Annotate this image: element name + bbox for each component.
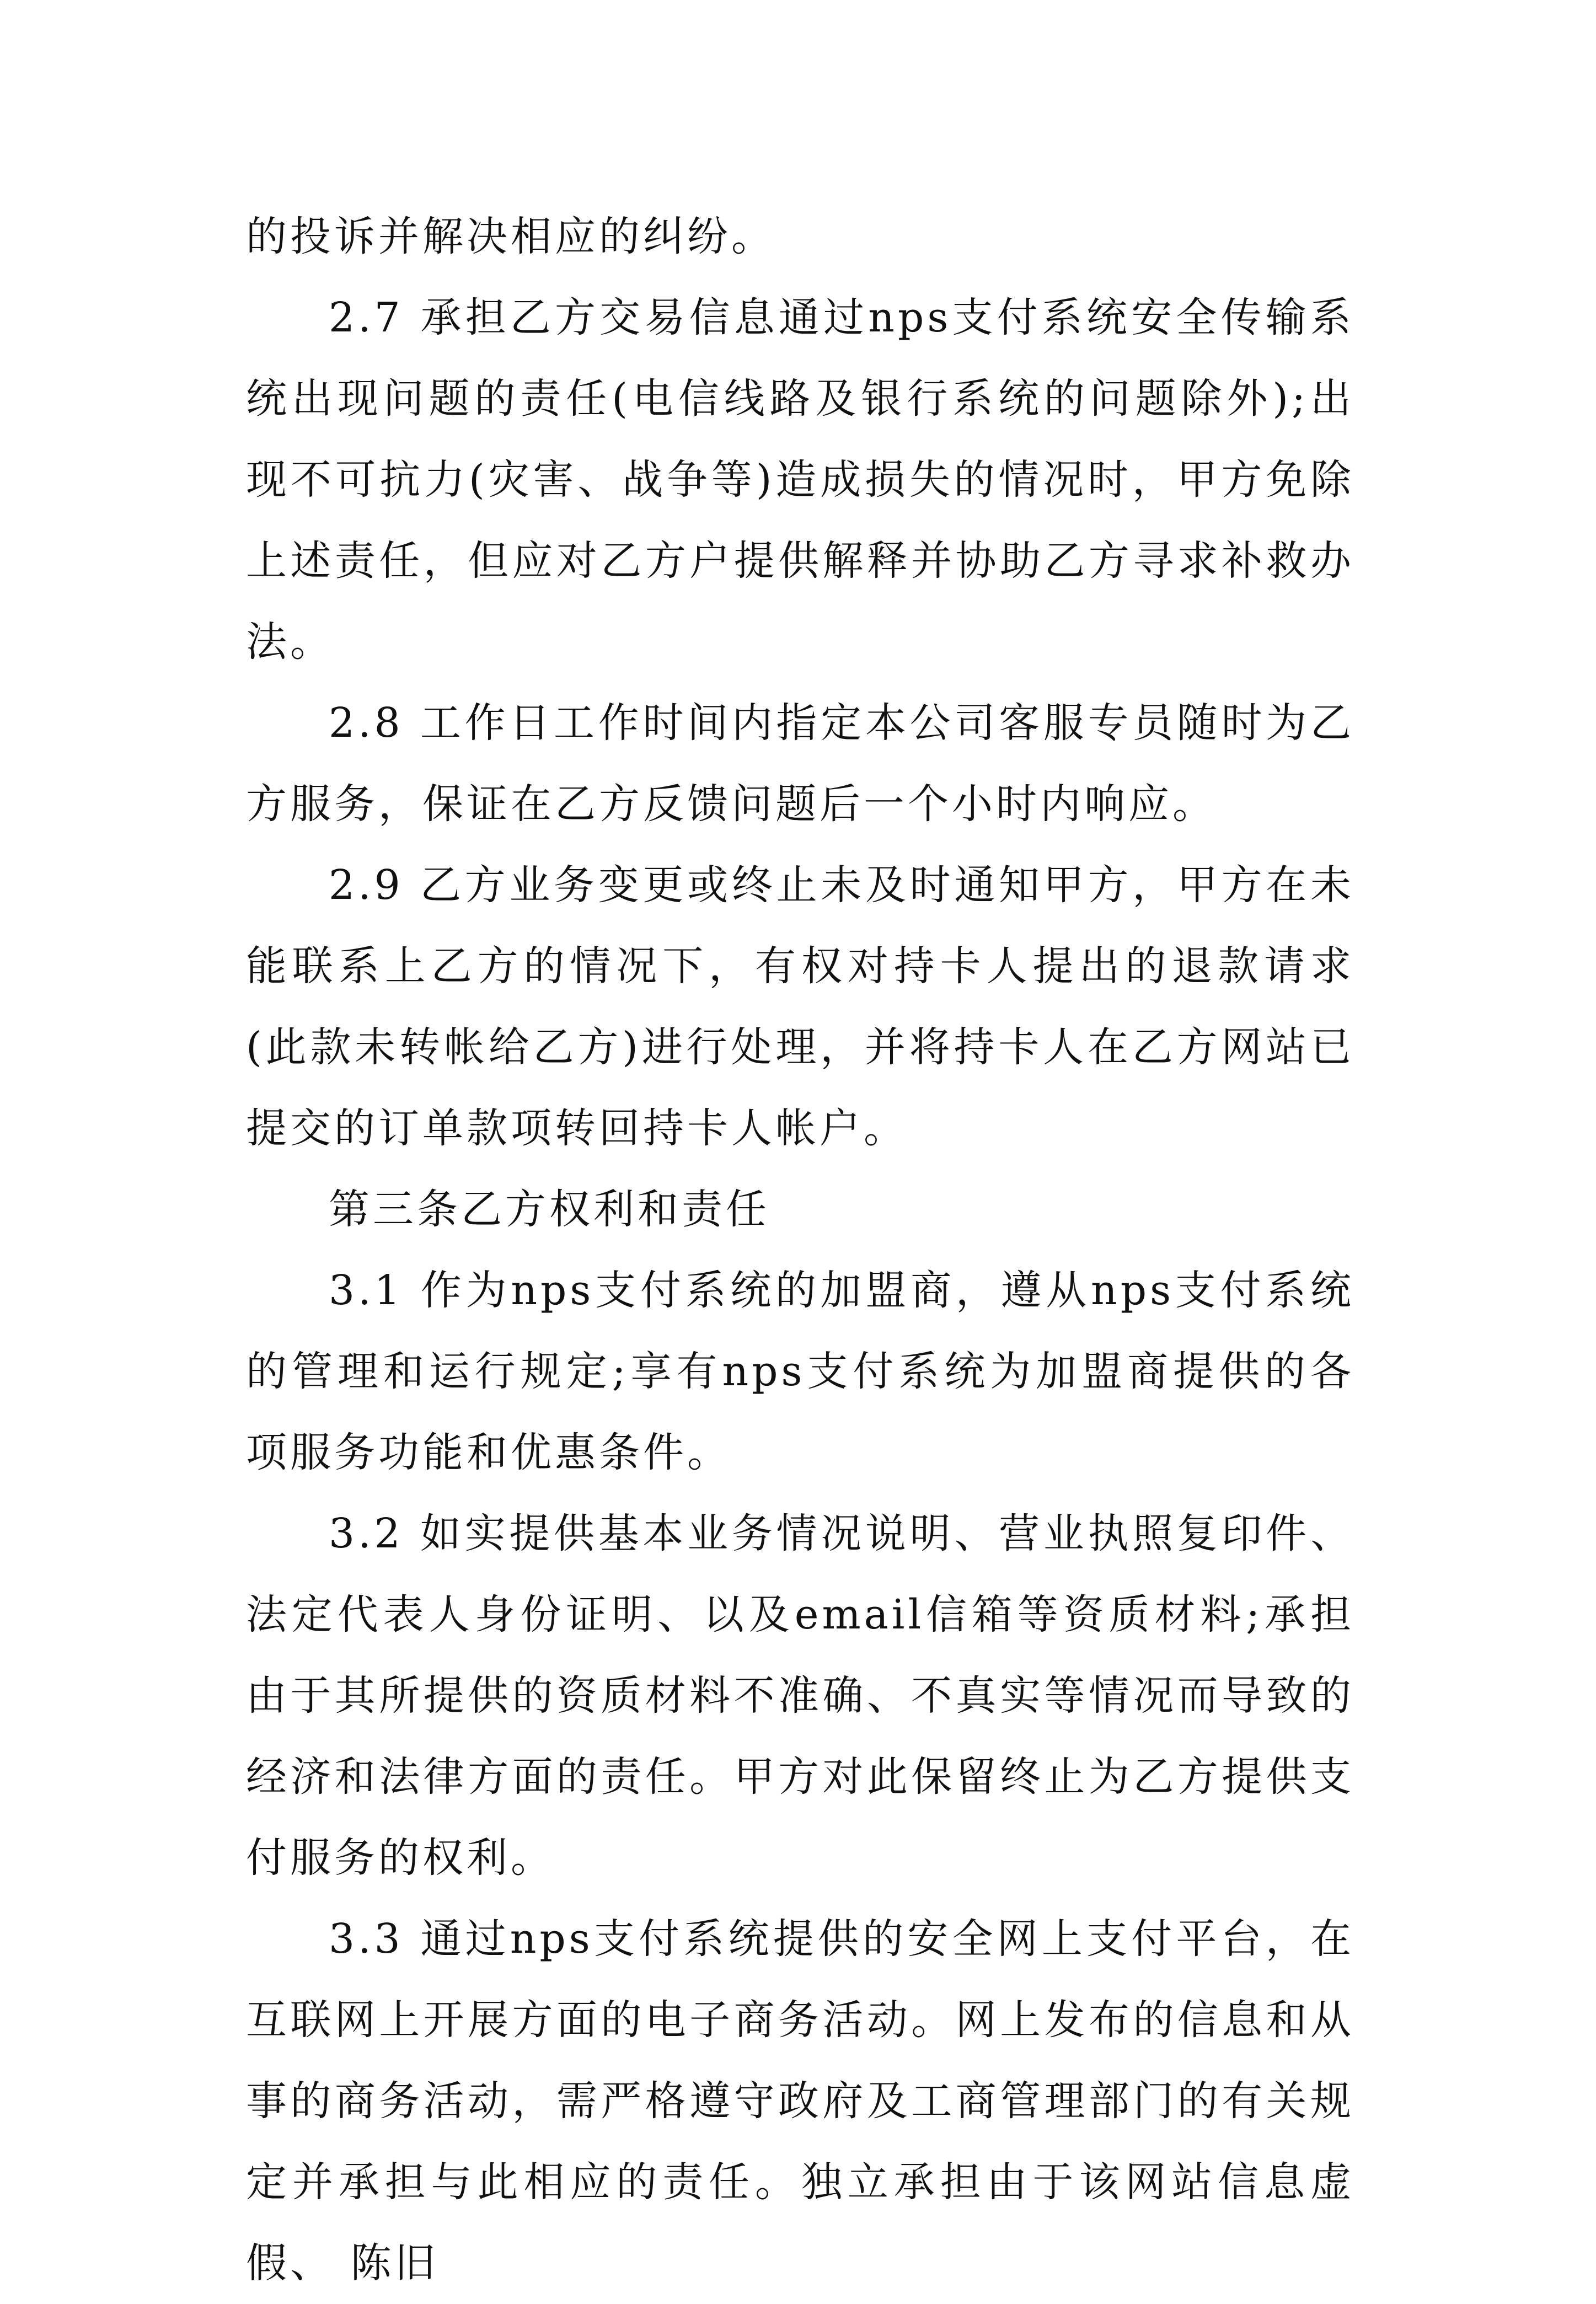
paragraph-3-2: 3.2 如实提供基本业务情况说明、营业执照复印件、法定代表人身份证明、以及email信箱等资质材料;承担由于其所提供的资质材料不准确、不真实等情况而导致的经济和法律方面的责任。甲方对此保留终止为乙方提供支付服务的权利。	[246, 1510, 1354, 1882]
paragraph-3-3: 3.3 通过nps支付系统提供的安全网上支付平台，在互联网上开展方面的电子商务活动。网上发布的信息和从事的商务活动，需严格遵守政府及工商管理部门的有关规定并承担与此相应的责任。独立承担由于该网站信息虚假、 陈旧	[246, 1915, 1354, 2287]
paragraph-2-7: 2.7 承担乙方交易信息通过nps支付系统安全传输系统出现问题的责任(电信线路及银行系统的问题除外);出现不可抗力(灾害、战争等)造成损失的情况时，甲方免除上述责任，但应对乙方户提供解释并协助乙方寻求补救办法。	[246, 294, 1354, 666]
paragraph-continuation: 的投诉并解决相应的纠纷。	[246, 213, 775, 260]
paragraph-2-9: 2.9 乙方业务变更或终止未及时通知甲方，甲方在未能联系上乙方的情况下，有权对持卡人提出的退款请求(此款未转帐给乙方)进行处理，并将持卡人在乙方网站已提交的订单款项转回持卡人帐户。	[246, 861, 1354, 1152]
paragraph-3-1: 3.1 作为nps支付系统的加盟商，遵从nps支付系统的管理和运行规定;享有nps支付系统为加盟商提供的各项服务功能和优惠条件。	[246, 1267, 1354, 1476]
document-body	[246, 196, 1354, 2304]
section-heading-article-3: 第三条乙方权利和责任	[329, 1186, 770, 1233]
paragraph-2-8: 2.8 工作日工作时间内指定本公司客服专员随时为乙方服务，保证在乙方反馈问题后一个小时内响应。	[246, 699, 1354, 828]
